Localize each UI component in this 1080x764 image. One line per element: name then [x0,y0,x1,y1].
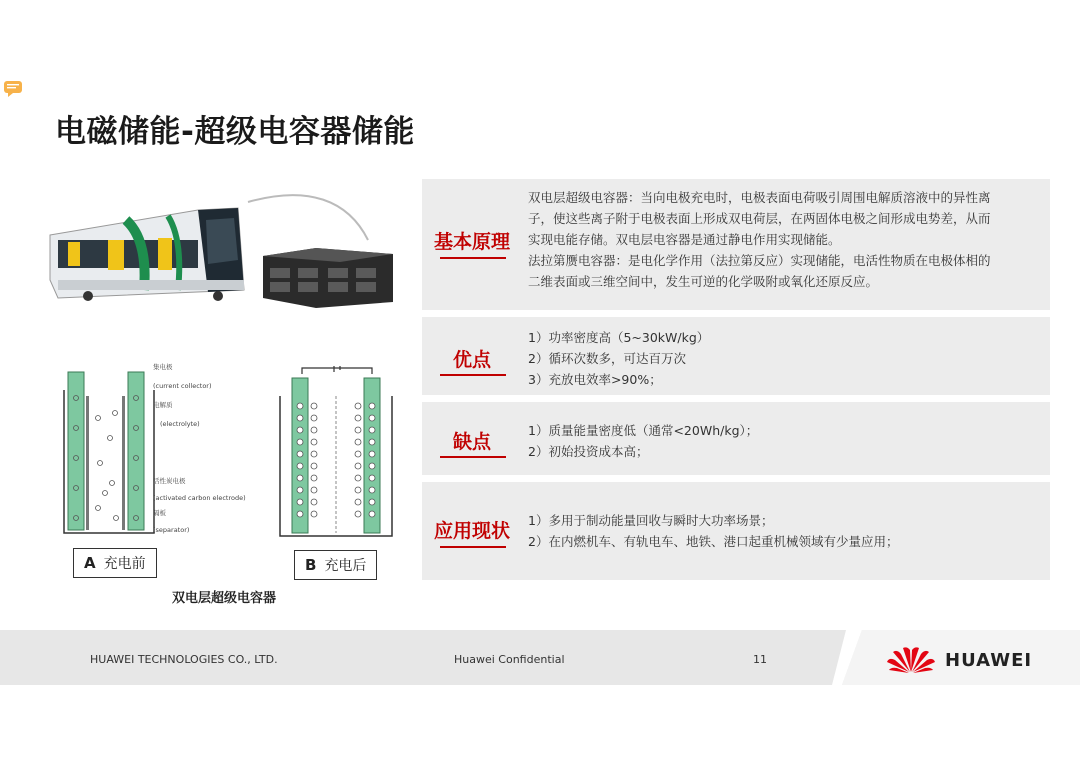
label-letter-a: A [84,554,96,572]
label-electrolyte-en: (electrolyte) [160,420,200,428]
huawei-wordmark: HUAWEI [945,650,1033,671]
panel-body [528,327,1032,390]
text-line: 3）充放电效率>90%； [528,372,662,387]
footer-page-number: 11 [753,653,767,666]
panel-heading: 应用现状 [433,520,510,542]
label-electrolyte-cn: 电解质 [153,401,173,409]
text-line: 2）初始投资成本高； [528,444,649,459]
text-line: 法拉第赝电容器：是电化学作用（法拉第反应）实现储能，电活性物质在电极体相的 [528,253,991,268]
text-line: 1）功率密度高（5~30kW/kg） [528,330,710,345]
panel-body [528,510,1032,552]
panel-basic-principle [422,179,1050,310]
panel-body [528,420,1032,462]
text-line: 子，使这些离子附于电极表面上形成双电荷层，在两固体电极之间形成电势差，从而 [528,211,991,226]
label-carbon-electrode-cn: 活性炭电极 [153,477,186,485]
heading-underline [440,546,506,548]
label-carbon-electrode-en: (activated carbon electrode) [153,494,246,502]
panel-application-status [422,482,1050,580]
panel-body [528,187,1032,292]
label-letter-b: B [305,556,317,574]
chat-bubble-icon[interactable] [3,80,23,98]
after-charge-label [294,550,377,580]
huawei-logo-icon [885,644,937,674]
capacitor-after-charge-diagram [276,366,396,538]
label-text-a: 充电前 [103,556,146,572]
text-line: 二维表面或三维空间中，发生可逆的化学吸附或氧化还原反应。 [528,274,879,289]
label-separator-cn: 隔板 [153,509,166,517]
tram-and-storage-illustration [48,180,418,320]
panel-advantages [422,317,1050,395]
label-separator-en: (separator) [153,526,190,534]
text-line: 2）循环次数多，可达百万次 [528,351,686,366]
text-line: 双电层超级电容器：当向电极充电时，电极表面电荷吸引周围电解质溶液中的异性离 [528,190,991,205]
text-line: 实现电能存储。双电层电容器是通过静电作用实现储能。 [528,232,841,247]
text-line: 1）质量能量密度低（通常<20Wh/kg）； [528,423,759,438]
panel-heading: 基本原理 [433,231,510,253]
text-line: 2）在内燃机车、有轨电车、地铁、港口起重机械领域有少量应用； [528,534,899,549]
heading-underline [440,374,506,376]
panel-heading: 优点 [452,349,491,371]
label-current-collector-cn: 集电极 [153,363,173,371]
text-line: 1）多用于制动能量回收与瞬时大功率场景； [528,513,774,528]
heading-underline [440,257,506,259]
before-charge-label [73,548,157,578]
diagram-caption: 双电层超级电容器 [172,591,277,606]
capacitor-before-charge-diagram [60,368,160,538]
label-text-b: 充电后 [324,558,367,574]
panel-heading: 缺点 [452,431,491,453]
page-title: 电磁储能-超级电容器储能 [55,114,415,150]
panel-disadvantages [422,402,1050,475]
footer-company: HUAWEI TECHNOLOGIES CO., LTD. [90,653,278,666]
label-current-collector-en: (current collector) [153,382,212,390]
heading-underline [440,456,506,458]
footer-confidential: Huawei Confidential [454,653,565,666]
